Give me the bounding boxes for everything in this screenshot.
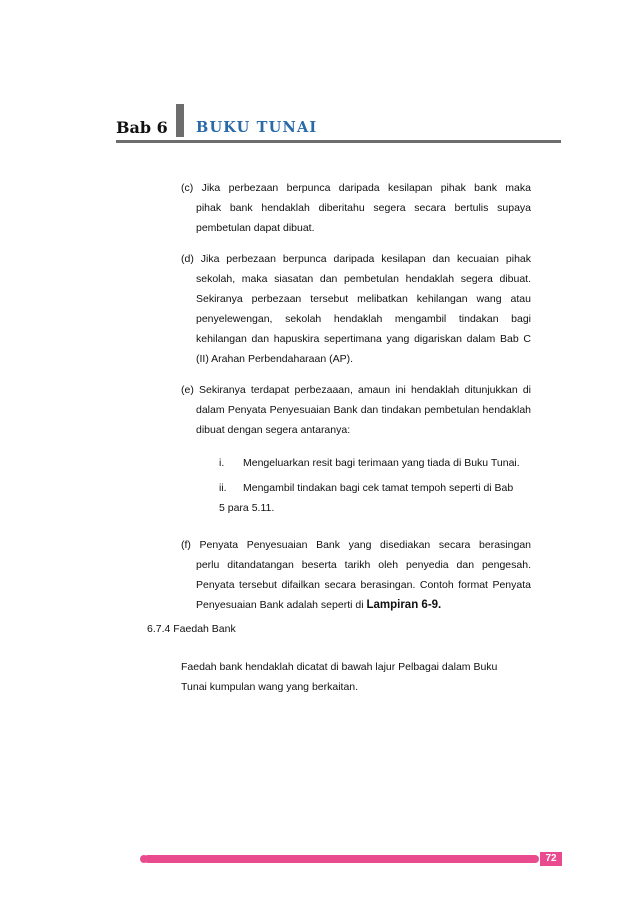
chapter-title: BUKU TUNAI (196, 119, 318, 136)
list-item-continuation: 5 para 5.11. (219, 502, 275, 514)
page-footer (140, 852, 562, 866)
paragraph-d (181, 249, 531, 369)
paragraph-f-first-line: (f) Penyata Penyesuaian Bank yang disediakan secara berasingan (181, 539, 531, 551)
list-item (219, 453, 549, 473)
page-number: 72 (540, 852, 562, 866)
list-item (219, 478, 549, 518)
footer-bar (144, 855, 539, 863)
paragraph-c-body: pihak bank hendaklah diberitahu segera secara bertulis supaya pembetulan dapat dibuat. (196, 202, 531, 234)
paragraph-e-first-line: (e) Sekiranya terdapat perbezaaan, amaun ini hendaklah ditunjukkan di (181, 384, 531, 396)
header-rule (116, 140, 561, 143)
chapter-header (116, 101, 561, 149)
paragraph-f (181, 535, 531, 615)
list-item-text: Mengambil tindakan bagi cek tamat tempoh seperti di Bab (243, 482, 514, 494)
paragraph-e (181, 380, 531, 440)
header-divider-bar (176, 104, 184, 137)
paragraph-f-text: perlu ditandatangan beserta tarikh oleh penyedia dan pengesah. Penyata tersebut difailkan secara berasingan. Contoh format Penyata Penyesuaian Bank adalah seperti di (196, 559, 531, 611)
list-item-number: i. (219, 457, 225, 469)
section-body-text: Faedah bank hendaklah dicatat di bawah lajur Pelbagai dalam Buku Tunai kumpulan wang yang berkaitan. (181, 661, 498, 693)
paragraph-d-first-line: (d) Jika perbezaan berpunca daripada kesilapan dan kecuaian pihak (181, 253, 531, 265)
paragraph-e-body: dalam Penyata Penyesuaian Bank dan tindakan pembetulan hendaklah dibuat dengan segera antaranya: (196, 404, 531, 436)
paragraph-d-body: sekolah, maka siasatan dan pembetulan hendaklah segera dibuat. Sekiranya perbezaan tersebut melibatkan kehilangan wang atau penyelewengan, sekolah hendaklah mengambil tindakan bagi kehilangan dan hapuskira sepertimana yang digariskan dalam Bab C (II) Arahan Perbendaharaan (AP). (196, 273, 531, 365)
paragraph-f-body (181, 555, 531, 615)
lampiran-reference: Lampiran 6-9. (366, 599, 442, 611)
list-item-text: Mengeluarkan resit bagi terimaan yang tiada di Buku Tunai. (243, 457, 520, 469)
paragraph-c (181, 178, 531, 238)
section-body (181, 657, 521, 697)
list-item-number: ii. (219, 482, 227, 494)
section-heading: 6.7.4 Faedah Bank (147, 623, 236, 635)
chapter-number: Bab 6 (116, 118, 168, 137)
paragraph-c-first-line: (c) Jika perbezaan berpunca daripada kesilapan pihak bank maka (181, 182, 531, 194)
